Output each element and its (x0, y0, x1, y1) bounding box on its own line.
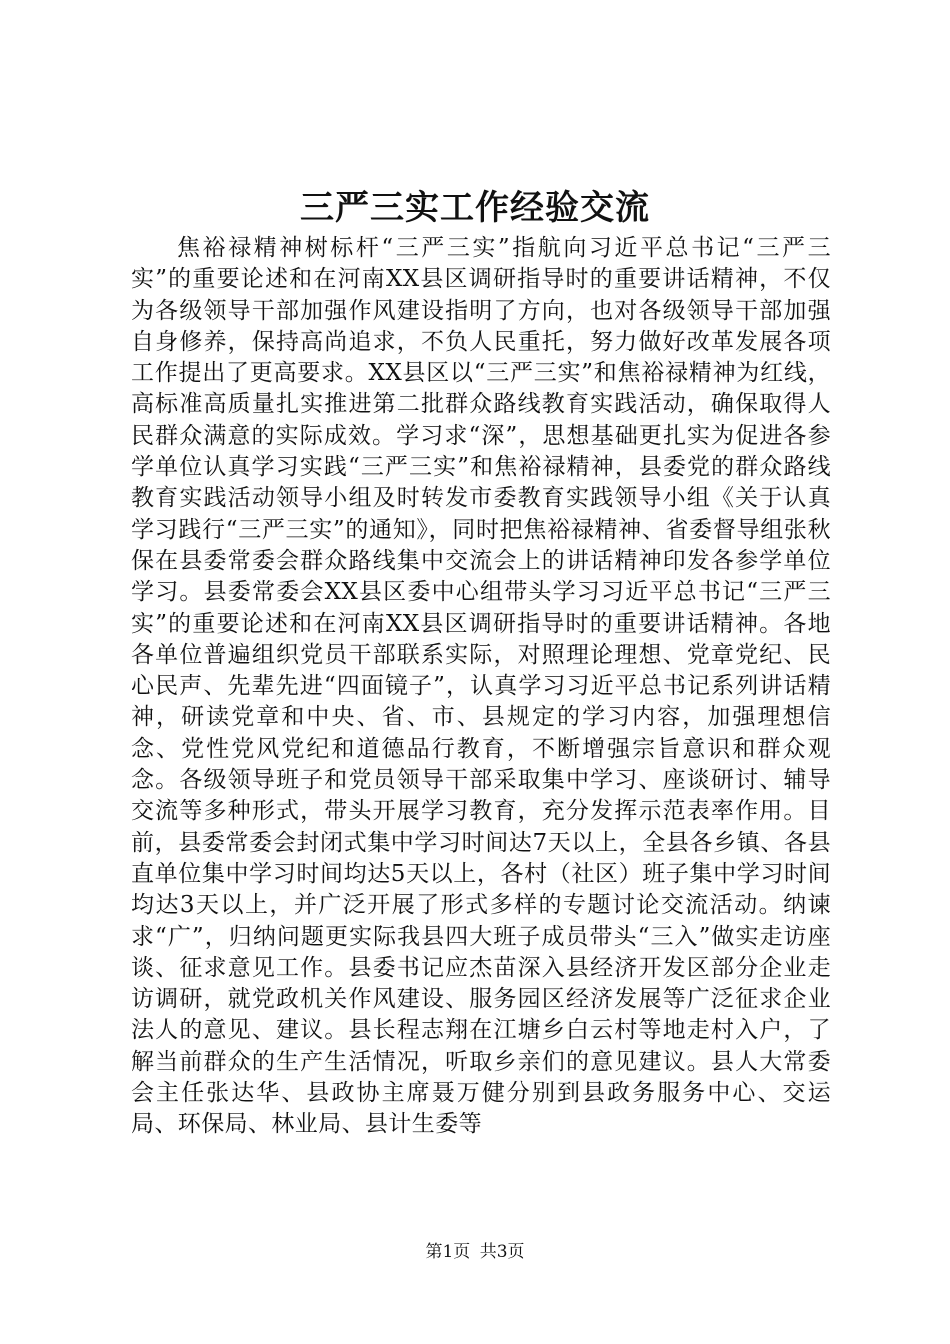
body-paragraph: 焦裕禄精神树标杆“三严三实”指航向习近平总书记“三严三实”的重要论述和在河南XX县区调研指导时的重要讲话精神，不仅为各级领导干部加强作风建设指明了方向，也对各级领导干部加强自身修养，保持高尚追求，不负人民重托，努力做好改革发展各项工作提出了更高要求。XX县区以“三严三实”和焦裕禄精神为红线，高标准高质量扎实推进第二批群众路线教育实践活动，确保取得人民群众满意的实际成效。学习求“深”，思想基础更扎实为促进各参学单位认真学习实践“三严三实”和焦裕禄精神，县委党的群众路线教育实践活动领导小组及时转发市委教育实践领导小组《关于认真学习践行“三严三实”的通知》，同时把焦裕禄精神、省委督导组张秋保在县委常委会群众路线集中交流会上的讲话精神印发各参学单位学习。县委常委会XX县区委中心组带头学习习近平总书记“三严三实”的重要论述和在河南XX县区调研指导时的重要讲话精神。各地各单位普遍组织党员干部联系实际，对照理论理想、党章党纪、民心民声、先辈先进“四面镜子”，认真学习习近平总书记系列讲话精神，研读党章和中央、省、市、县规定的学习内容，加强理想信念、党性党风党纪和道德品行教育，不断增强宗旨意识和群众观念。各级领导班子和党员领导干部采取集中学习、座谈研讨、辅导交流等多种形式，带头开展学习教育，充分发挥示范表率作用。目前，县委常委会封闭式集中学习时间达7天以上，全县各乡镇、各县直单位集中学习时间均达5天以上，各村（社区）班子集中学习时间均达3天以上，并广泛开展了形式多样的专题讨论交流活动。纳谏求“广”，归纳问题更实际我县四大班子成员带头“三入”做实走访座谈、征求意见工作。县委书记应杰苗深入县经济开发区部分企业走访调研，就党政机关作风建设、服务园区经济发展等广泛征求企业法人的意见、建议。县长程志翔在江塘乡白云村等地走村入户，了解当前群众的生产生活情况，听取乡亲们的意见建议。县人大常委会主任张达华、县政协主席聂万健分别到县政务服务中心、交运局、环保局、林业局、县计生委等 (131, 235, 831, 1138)
page-total: 共3页 (479, 1242, 525, 1262)
page-title: 三严三实工作经验交流 (300, 188, 650, 228)
page-number: 第1页 (425, 1242, 471, 1262)
page-footer (0, 1240, 950, 1264)
